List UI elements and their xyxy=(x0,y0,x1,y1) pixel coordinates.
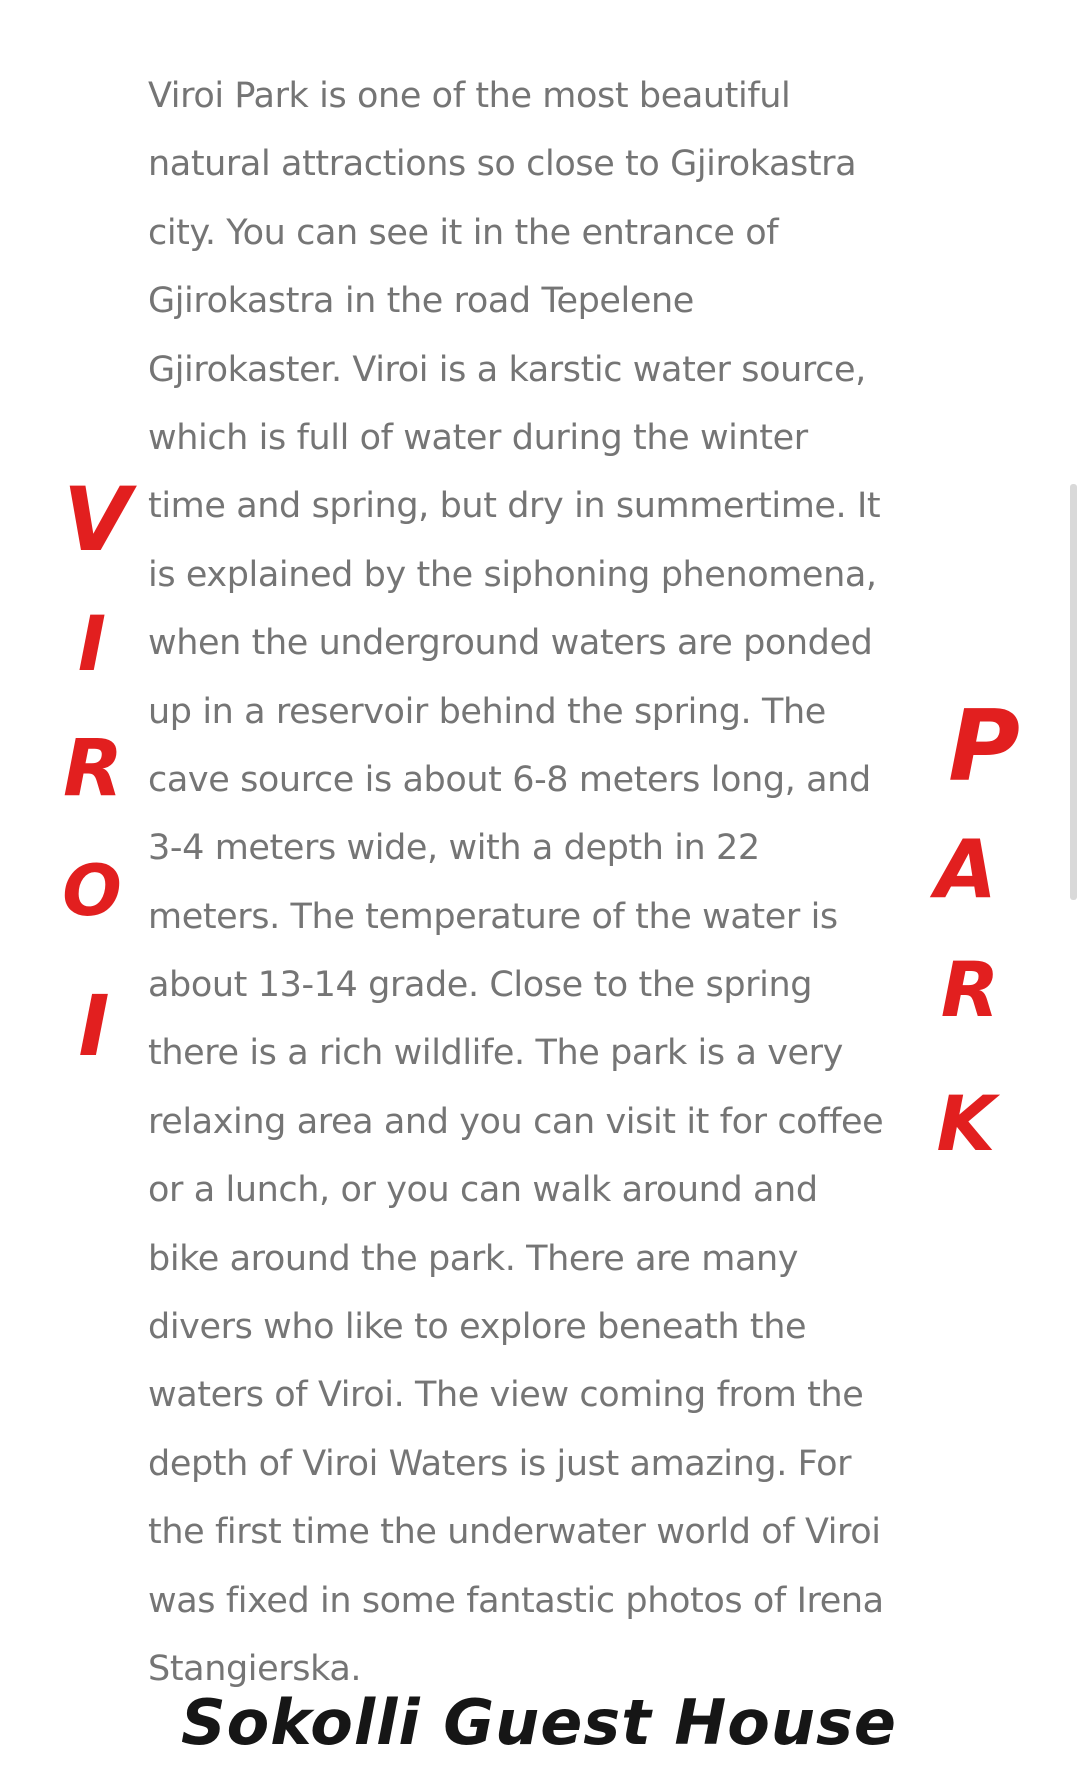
title-letter: R xyxy=(940,945,1000,1034)
article-line: about 13-14 grade. Close to the spring xyxy=(148,965,813,1006)
brand-signature: Sokolli Guest House xyxy=(181,1686,897,1759)
article-line: cave source is about 6-8 meters long, and xyxy=(148,759,871,800)
article-line: city. You can see it in the entrance of xyxy=(148,212,779,253)
article-line: which is full of water during the winter xyxy=(148,417,808,458)
title-letter: P xyxy=(948,690,1020,804)
title-letter: O xyxy=(62,850,122,932)
article-line: there is a rich wildlife. The park is a very xyxy=(148,1033,843,1074)
article-line: depth of Viroi Waters is just amazing. For xyxy=(148,1443,852,1484)
article-body xyxy=(148,62,948,1703)
article-line: waters of Viroi. The view coming from the xyxy=(148,1375,864,1416)
article-line: the first time the underwater world of Viroi xyxy=(148,1512,881,1553)
article-line: Gjirokastra in the road Tepelene xyxy=(148,281,694,322)
title-letter: R xyxy=(62,724,124,814)
title-letter: A xyxy=(935,823,997,916)
article-line: 3-4 meters wide, with a depth in 22 xyxy=(148,828,760,869)
article-line: relaxing area and you can visit it for coffee xyxy=(148,1101,884,1142)
article-line: up in a reservoir behind the spring. The xyxy=(148,691,826,732)
title-letter: I xyxy=(78,977,110,1075)
article-line: Stangierska. xyxy=(148,1648,362,1689)
title-letter: K xyxy=(936,1079,996,1168)
article-line: is explained by the siphoning phenomena, xyxy=(148,554,877,595)
article-line: divers who like to explore beneath the xyxy=(148,1307,807,1348)
article-line: Gjirokaster. Viroi is a karstic water source, xyxy=(148,349,866,390)
article-line: was fixed in some fantastic photos of Irena xyxy=(148,1580,884,1621)
article-line: bike around the park. There are many xyxy=(148,1238,799,1279)
article-line: meters. The temperature of the water is xyxy=(148,896,838,937)
scrollbar[interactable] xyxy=(1070,484,1077,900)
article-line: time and spring, but dry in summertime. It xyxy=(148,486,881,527)
title-letter: V xyxy=(62,468,132,571)
article-line: Viroi Park is one of the most beautiful xyxy=(148,76,791,116)
title-letter: I xyxy=(77,599,107,688)
article-line: when the underground waters are ponded xyxy=(148,623,873,664)
article-line: or a lunch, or you can walk around and xyxy=(148,1170,818,1211)
article-line: natural attractions so close to Gjirokastra xyxy=(148,144,857,185)
